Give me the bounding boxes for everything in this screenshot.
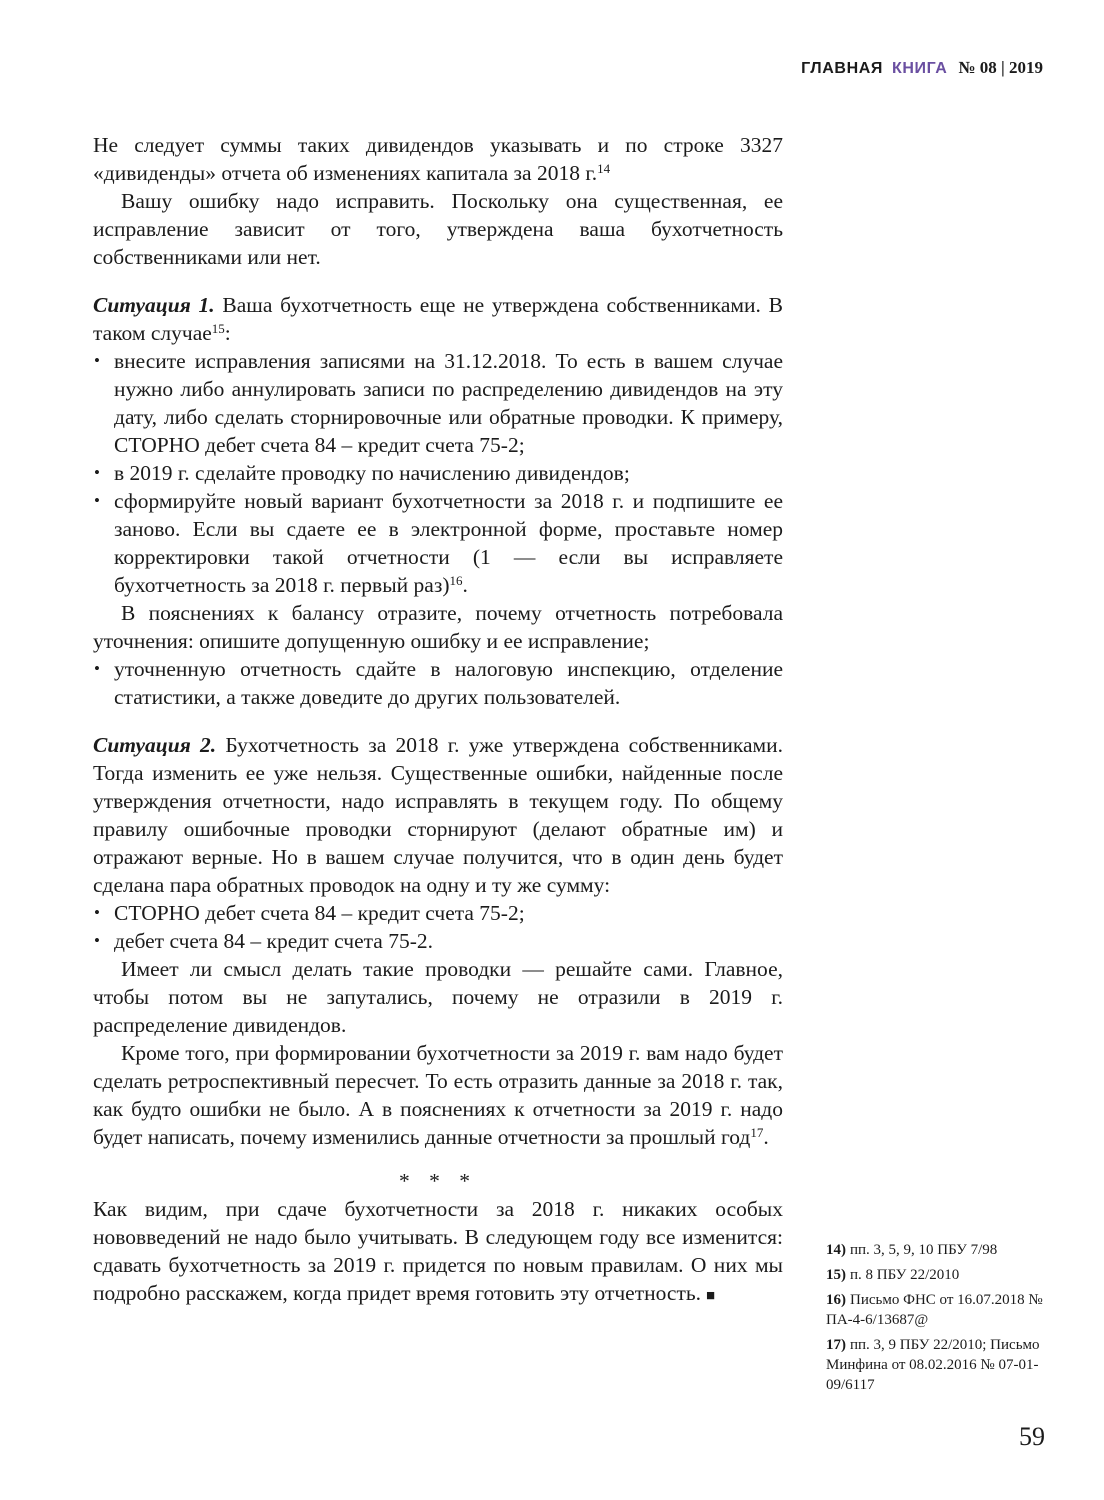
bullet-icon: •	[94, 491, 100, 510]
bullet-icon: •	[94, 931, 100, 950]
situation-2-paragraph-1: Имеет ли смысл делать такие проводки — решайте сами. Главное, чтобы потом вы не запутались, почему не отразили в 2019 г. распределение дивидендов.	[93, 957, 783, 1037]
brand-kniga: КНИГА	[891, 60, 948, 77]
situation-1-bullet-1-text: внесите исправления записями на 31.12.2018. То есть в вашем случае нужно либо аннулировать записи по распределению дивидендов на эту дату, либо сделать сторнировочные или обратные проводки. К примеру, СТОРНО дебет счета 84 – кредит счета 75-2;	[114, 349, 783, 457]
footnote-ref-15: 15	[211, 321, 225, 336]
paragraph-intro-1-text: Не следует суммы таких дивидендов указывать и по строке 3327 «дивиденды» отчета об изменениях капитала за 2018 г.	[93, 133, 783, 185]
situation-1-bullet-3-text: сформируйте новый вариант бухотчетности за 2018 г. и подпишите ее заново. Если вы сдаете ее в электронной форме, проставьте номер корректировки такой отчетности (1 — если вы исправляете бухотчетность за 2018 г. первый раз)	[114, 489, 783, 597]
footnote-14-text: пп. 3, 5, 9, 10 ПБУ 7/98	[850, 1242, 998, 1258]
situation-2-paragraph-2	[93, 1039, 783, 1151]
brand-glavnaya: ГЛАВНАЯ	[801, 60, 883, 77]
footnote-15-text: п. 8 ПБУ 22/2010	[850, 1267, 960, 1283]
footnote-14-number: 14)	[826, 1242, 846, 1258]
bullet-icon: •	[94, 659, 100, 678]
footnote-15-number: 15)	[826, 1267, 846, 1283]
footnote-ref-14: 14	[597, 161, 611, 176]
paragraph-intro-2: Вашу ошибку надо исправить. Поскольку она существенная, ее исправление зависит от того, утверждена ваша бухотчетность собственниками или нет.	[93, 189, 783, 269]
situation-2-intro-text: Бухотчетность за 2018 г. уже утверждена собственниками. Тогда изменить ее уже нельзя. Существенные ошибки, найденные после утверждения отчетности, надо исправлять в текущем году. По общему правилу ошибочные проводки сторнируют (делают обратные им) и отражают верные. Но в вашем случае получится, что в один день будет сделана пара обратных проводок на одну и ту же сумму:	[93, 733, 783, 897]
footnotes-sidebar	[826, 1240, 1044, 1400]
bullet-icon: •	[94, 903, 100, 922]
situation-1-bullet-3-period: .	[462, 573, 468, 597]
article-end-mark-icon: ■	[706, 1288, 716, 1304]
footnote-16	[826, 1290, 1044, 1330]
footnote-17	[826, 1335, 1044, 1395]
situation-2-label: Ситуация 2.	[93, 733, 217, 757]
situation-1-label: Ситуация 1.	[93, 293, 215, 317]
paragraph-intro-1	[93, 131, 783, 187]
situation-1-heading	[93, 291, 783, 347]
footnote-14	[826, 1240, 1044, 1260]
footnote-16-text: Письмо ФНС от 16.07.2018 № ПА-4-6/13687@	[826, 1292, 1043, 1328]
situation-2-bullet-1-text: СТОРНО дебет счета 84 – кредит счета 75-2;	[114, 901, 525, 925]
situation-2-bullet-2	[93, 927, 783, 955]
footnote-ref-16: 16	[449, 573, 463, 588]
bullet-icon: •	[94, 463, 100, 482]
situation-1-bullet-1	[93, 347, 783, 459]
situation-1-bullet-4	[93, 655, 783, 711]
situation-2-bullet-1	[93, 899, 783, 927]
situation-1-bullet-2	[93, 459, 783, 487]
closing-paragraph	[93, 1195, 783, 1310]
situation-1-intro-colon: :	[224, 321, 231, 345]
page-number: 59	[1019, 1422, 1045, 1451]
situation-2-bullet-2-text: дебет счета 84 – кредит счета 75-2.	[114, 929, 433, 953]
situation-1-bullet-3	[93, 487, 783, 599]
issue-number: № 08 | 2019	[958, 58, 1043, 77]
bullet-icon: •	[94, 351, 100, 370]
closing-paragraph-text: Как видим, при сдаче бухотчетности за 2018 г. никаких особых нововведений не надо было учитывать. В следующем году все изменится: сдавать бухотчетность за 2019 г. придется по новым правилам. О них мы подробно расскажем, когда придет время готовить эту отчетность.	[93, 1197, 783, 1305]
situation-2-paragraph-2-period: .	[763, 1125, 769, 1149]
situation-2-heading	[93, 731, 783, 899]
situation-1-bullet-2-text: в 2019 г. сделайте проводку по начислению дивидендов;	[114, 461, 630, 485]
situation-1-paragraph: В пояснениях к балансу отразите, почему отчетность потребовала уточнения: опишите допущенную ошибку и ее исправление;	[93, 601, 783, 653]
page-header	[801, 58, 1043, 79]
footnote-16-number: 16)	[826, 1292, 846, 1308]
footnote-17-number: 17)	[826, 1337, 846, 1353]
footnote-ref-17: 17	[750, 1125, 764, 1140]
footnote-15	[826, 1265, 1044, 1285]
article-body	[93, 131, 783, 1310]
situation-1-intro-text: Ваша бухотчетность еще не утверждена собственниками. В таком случае	[93, 293, 783, 345]
section-separator: * * *	[399, 1169, 477, 1193]
footnote-17-text: пп. 3, 9 ПБУ 22/2010; Письмо Минфина от 08.02.2016 № 07-01-09/6117	[826, 1337, 1040, 1393]
situation-1-bullet-4-text: уточненную отчетность сдайте в налоговую инспекцию, отделение статистики, а также доведите до других пользователей.	[114, 657, 783, 709]
situation-2-paragraph-2-text: Кроме того, при формировании бухотчетности за 2019 г. вам надо будет сделать ретроспективный пересчет. То есть отразить данные за 2018 г. так, как будто ошибки не было. А в пояснениях к отчетности за 2019 г. надо будет написать, почему изменились данные отчетности за прошлый год	[93, 1041, 783, 1149]
